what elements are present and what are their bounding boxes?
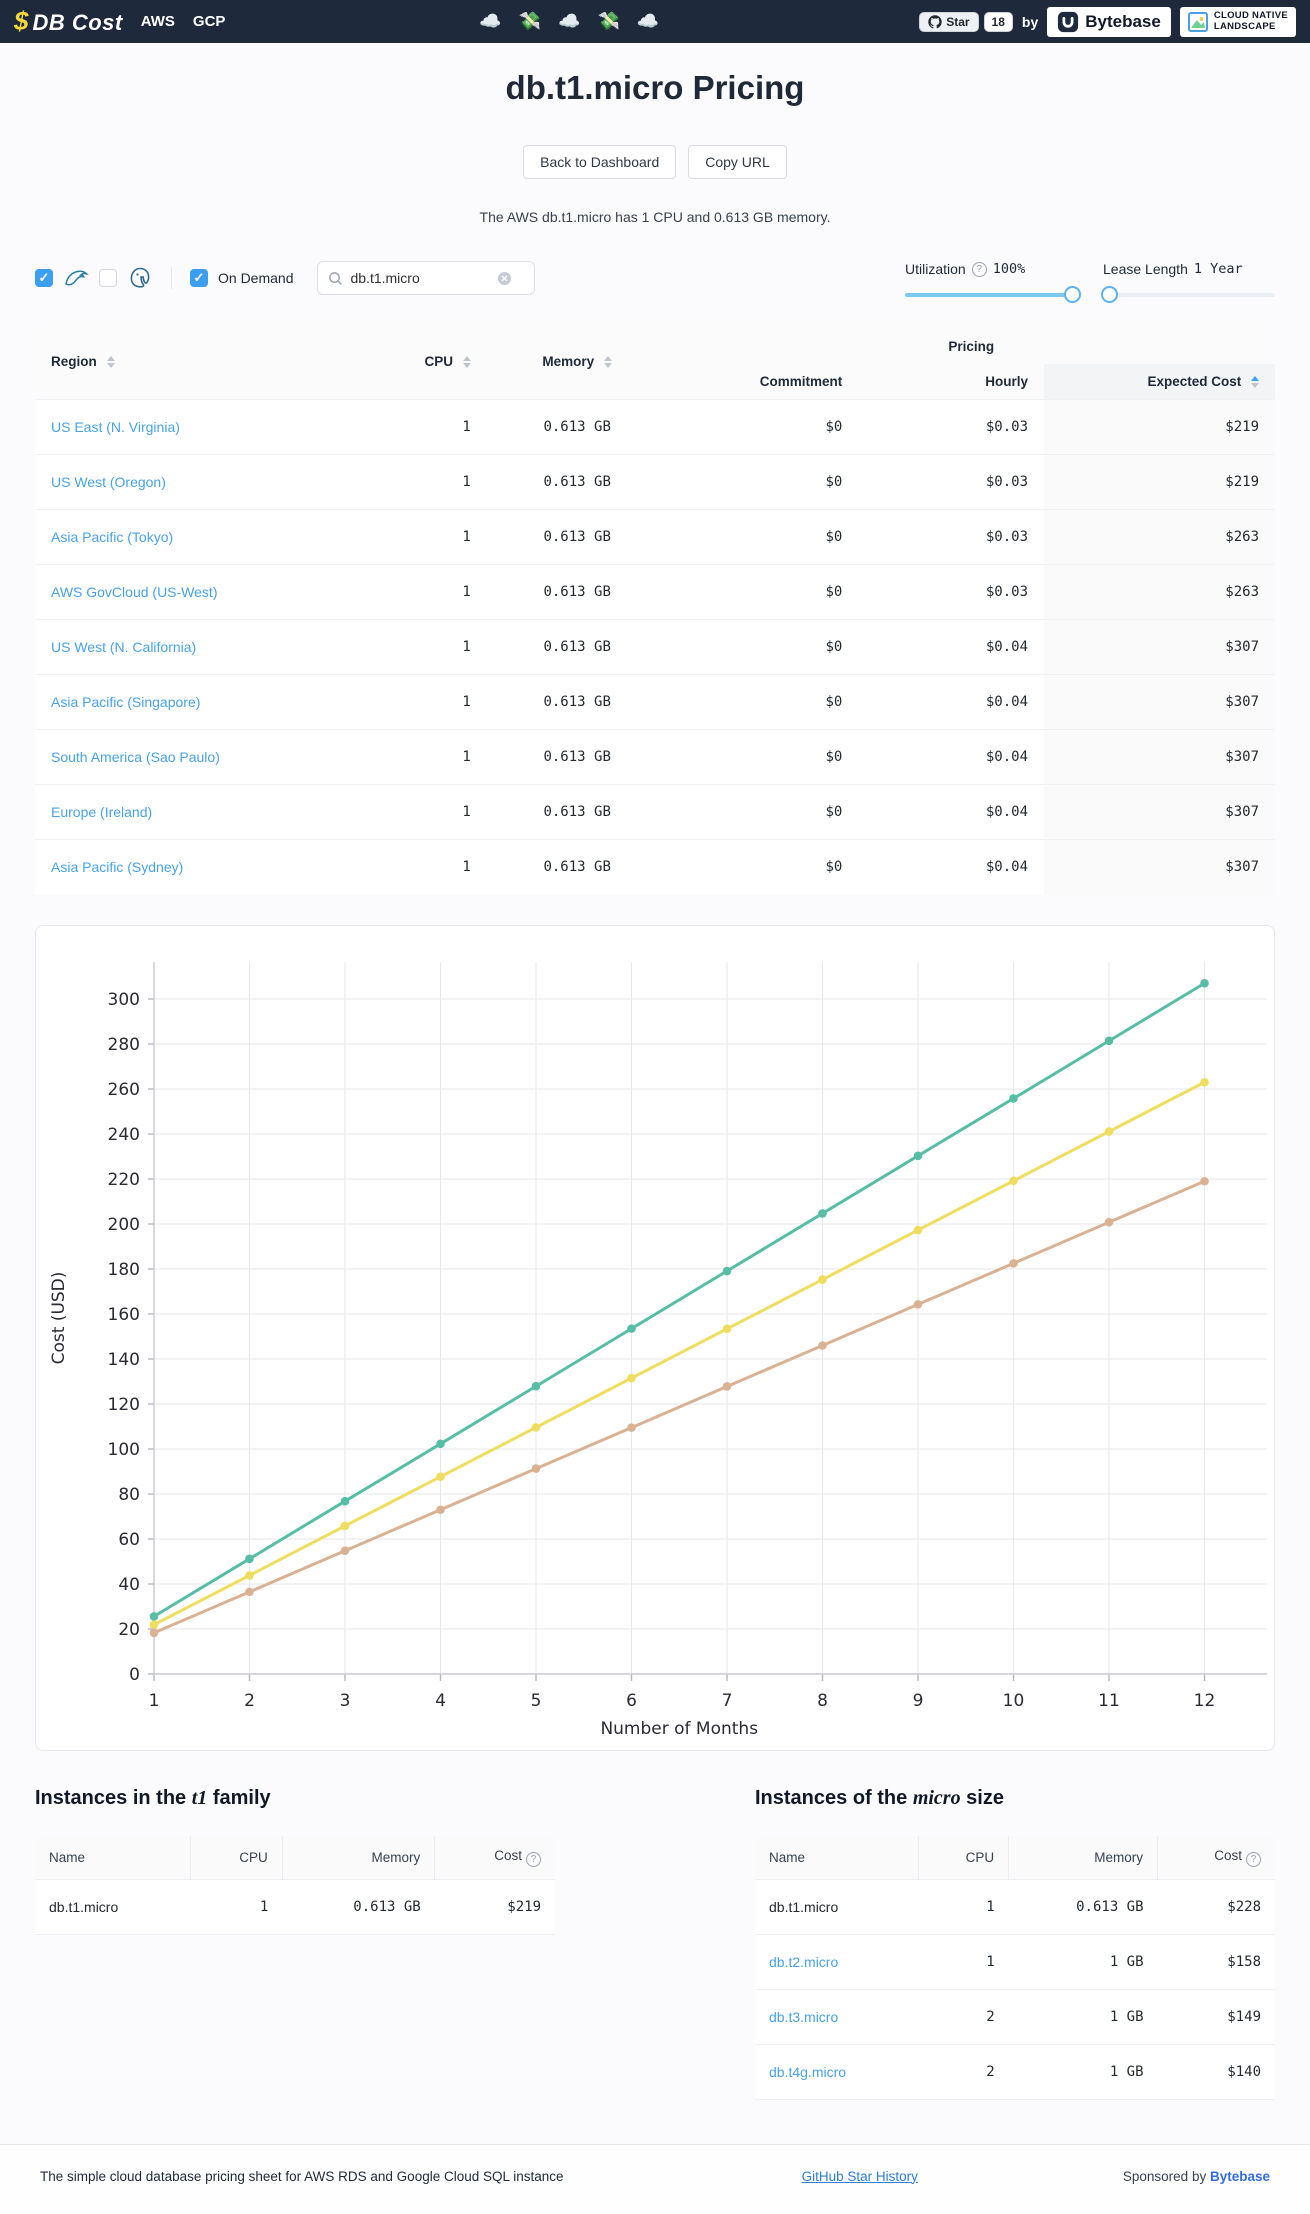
column-header-hourly: Hourly [985, 374, 1029, 389]
x-tick-label: 3 [339, 1690, 351, 1711]
region-link[interactable]: US West (N. California) [51, 639, 197, 655]
data-point [1105, 1127, 1114, 1136]
size-table-body [755, 1879, 1275, 2099]
table-row [35, 620, 1275, 675]
commitment-cell: $0 [668, 510, 859, 565]
sort-cpu-icon[interactable] [463, 356, 471, 368]
cost-help-icon[interactable]: ? [1246, 1852, 1261, 1867]
list-item [755, 1879, 1275, 1934]
y-tick-label: 220 [107, 1169, 140, 1190]
instance-name-cell: db.t1.micro [755, 1879, 919, 1934]
size-table-title: Instances of the micro size [755, 1786, 1004, 1809]
memory-cell: 0.613 GB [487, 620, 668, 675]
search-input[interactable] [350, 270, 490, 286]
bytebase-label: Bytebase [1085, 11, 1161, 31]
cpu-cell: 1 [376, 840, 486, 895]
region-link[interactable]: South America (Sao Paulo) [51, 749, 220, 765]
y-tick-label: 240 [107, 1124, 140, 1145]
y-axis-label: Cost (USD) [49, 1271, 69, 1364]
hourly-cell: $0.03 [858, 565, 1044, 620]
expected-cost-cell: $263 [1044, 565, 1275, 620]
y-tick-label: 260 [107, 1079, 140, 1100]
family-table-title: Instances in the t1 family [35, 1786, 271, 1809]
on-demand-checkbox[interactable]: ✓ [190, 269, 208, 287]
postgres-checkbox[interactable] [99, 269, 117, 287]
cpu-cell: 1 [376, 730, 486, 785]
instance-name-cell [755, 1989, 919, 2044]
list-item [755, 2044, 1275, 2099]
data-point [150, 1612, 159, 1621]
data-point [627, 1324, 636, 1333]
memory-cell: 1 GB [1009, 2044, 1158, 2099]
column-header-expected-cost[interactable]: Expected Cost [1044, 364, 1275, 400]
cpu-cell: 1 [919, 1934, 1009, 1989]
data-point [1105, 1217, 1114, 1226]
y-tick-label: 80 [118, 1484, 140, 1505]
y-tick-label: 180 [107, 1259, 140, 1280]
size-table-section [755, 1787, 1275, 2100]
hourly-cell: $0.04 [858, 675, 1044, 730]
expected-cost-cell: $307 [1044, 620, 1275, 675]
y-tick-label: 100 [107, 1439, 140, 1460]
data-point [532, 1464, 541, 1473]
region-cell [35, 510, 376, 565]
memory-cell: 1 GB [1009, 1934, 1158, 1989]
data-point [245, 1571, 254, 1580]
table-row [35, 455, 1275, 510]
data-point [627, 1373, 636, 1382]
mysql-checkbox[interactable]: ✓ [35, 269, 53, 287]
cost-cell: $219 [435, 1879, 555, 1934]
data-point [1200, 1077, 1209, 1086]
table-row [35, 840, 1275, 895]
memory-cell: 0.613 GB [282, 1879, 434, 1934]
landscape-icon [1188, 12, 1208, 32]
commitment-cell: $0 [668, 730, 859, 785]
utilization-slider[interactable] [905, 293, 1077, 297]
github-star-history-link[interactable]: GitHub Star History [801, 2168, 918, 2184]
region-cell [35, 455, 376, 510]
memory-cell: 0.613 GB [487, 565, 668, 620]
region-link[interactable]: US East (N. Virginia) [51, 419, 180, 435]
hourly-cell: $0.04 [858, 840, 1044, 895]
commitment-cell: $0 [668, 840, 859, 895]
table-row [35, 785, 1275, 840]
chart-line-expected-cost-$263-regions [154, 1082, 1205, 1624]
family-col-name: Name [49, 1849, 86, 1865]
star-label: Star [946, 14, 970, 29]
data-point [150, 1620, 159, 1629]
x-axis-label: Number of Months [600, 1718, 759, 1739]
pricing-table [35, 323, 1275, 895]
y-tick-label: 40 [118, 1574, 140, 1595]
data-point [1009, 1176, 1018, 1185]
data-point [723, 1266, 732, 1275]
region-link[interactable]: US West (Oregon) [51, 474, 166, 490]
data-point [1200, 978, 1209, 987]
data-point [150, 1628, 159, 1637]
cpu-cell: 1 [376, 565, 486, 620]
y-tick-label: 280 [107, 1034, 140, 1055]
cpu-cell: 1 [190, 1879, 282, 1934]
sort-memory-icon[interactable] [604, 356, 612, 368]
bytebase-logo-icon [1057, 11, 1079, 33]
column-header-commitment: Commitment [759, 374, 843, 389]
data-point [341, 1521, 350, 1530]
data-point [818, 1341, 827, 1350]
instance-link[interactable]: db.t2.micro [769, 1953, 839, 1970]
region-cell [35, 400, 376, 455]
cloud-native-landscape-badge[interactable] [1180, 7, 1296, 37]
commitment-cell: $0 [668, 785, 859, 840]
table-row [35, 675, 1275, 730]
y-tick-label: 0 [129, 1664, 140, 1685]
family-table-section [35, 1787, 555, 2100]
data-point [1105, 1036, 1114, 1045]
memory-cell: 0.613 GB [487, 730, 668, 785]
commitment-cell: $0 [668, 620, 859, 675]
data-point [436, 1439, 445, 1448]
hourly-cell: $0.04 [858, 730, 1044, 785]
data-point [532, 1381, 541, 1390]
x-tick-label: 12 [1193, 1690, 1216, 1711]
instance-subtitle: The AWS db.t1.micro has 1 CPU and 0.613 GB memory. [479, 209, 831, 225]
memory-cell: 0.613 GB [487, 840, 668, 895]
y-tick-label: 20 [118, 1619, 140, 1640]
cpu-cell: 1 [376, 510, 486, 565]
chart-line-expected-cost-$219-regions [154, 1181, 1205, 1633]
utilization-help-icon[interactable]: ? [972, 262, 987, 277]
hourly-cell: $0.03 [858, 400, 1044, 455]
data-point [245, 1587, 254, 1596]
x-tick-label: 4 [435, 1690, 446, 1711]
expected-cost-cell: $307 [1044, 840, 1275, 895]
sort-expected-cost-icon[interactable] [1251, 376, 1259, 388]
star-count[interactable]: 18 [984, 12, 1013, 32]
region-link[interactable]: AWS GovCloud (US-West) [51, 584, 218, 600]
data-point [436, 1505, 445, 1514]
github-star-widget[interactable] [919, 12, 1013, 32]
cpu-cell: 1 [376, 620, 486, 675]
commitment-cell: $0 [668, 400, 859, 455]
region-cell [35, 840, 376, 895]
memory-cell: 0.613 GB [487, 675, 668, 730]
memory-cell: 0.613 GB [487, 400, 668, 455]
y-tick-label: 120 [107, 1394, 140, 1415]
search-box [317, 261, 535, 295]
data-point [1200, 1176, 1209, 1185]
table-row [35, 510, 1275, 565]
family-table [35, 1836, 555, 1935]
expected-cost-cell: $307 [1044, 785, 1275, 840]
region-link[interactable]: Asia Pacific (Tokyo) [51, 529, 174, 545]
cost-cell: $140 [1158, 2044, 1275, 2099]
size-table [755, 1836, 1275, 2100]
expected-cost-cell: $263 [1044, 510, 1275, 565]
cost-cell: $228 [1158, 1879, 1275, 1934]
github-octocat-icon [928, 15, 942, 29]
instance-link[interactable]: db.t4g.micro [769, 2063, 847, 2080]
y-tick-label: 160 [107, 1304, 140, 1325]
x-tick-label: 7 [721, 1690, 733, 1711]
filter-bar [35, 261, 1275, 297]
data-point [341, 1546, 350, 1555]
logo-text: DB Cost [32, 10, 123, 35]
clear-search-icon[interactable] [497, 271, 512, 286]
size-col-memory: Memory [1009, 1836, 1158, 1880]
sort-region-icon[interactable] [107, 356, 115, 368]
region-cell [35, 730, 376, 785]
list-item [35, 1879, 555, 1934]
lease-length-slider-thumb[interactable] [1101, 286, 1118, 303]
data-point [245, 1554, 254, 1563]
y-tick-label: 300 [107, 989, 140, 1010]
utilization-value: 100% [992, 261, 1026, 277]
family-table-body [35, 1879, 555, 1934]
cpu-cell: 1 [376, 675, 486, 730]
table-row [35, 565, 1275, 620]
data-point [914, 1225, 923, 1234]
expected-cost-cell: $219 [1044, 400, 1275, 455]
memory-cell: 0.613 GB [487, 455, 668, 510]
memory-cell: 0.613 GB [487, 510, 668, 565]
table-row [35, 730, 1275, 785]
x-tick-label: 11 [1098, 1690, 1120, 1711]
cost-cell: $149 [1158, 1989, 1275, 2044]
x-tick-label: 10 [1002, 1690, 1025, 1711]
data-point [532, 1423, 541, 1432]
footer-text: The simple cloud database pricing sheet for AWS RDS and Google Cloud SQL instance [40, 2168, 564, 2184]
region-link[interactable]: Asia Pacific (Sydney) [51, 859, 184, 876]
x-tick-label: 9 [912, 1690, 924, 1711]
nav-item-gcp[interactable]: GCP [192, 13, 226, 30]
column-header-memory[interactable]: Memory [487, 323, 668, 400]
on-demand-label: On Demand [218, 270, 294, 286]
y-tick-label: 60 [118, 1529, 140, 1550]
size-col-cost: Cost ? [1158, 1836, 1275, 1880]
back-to-dashboard-button[interactable]: Back to Dashboard [523, 145, 676, 179]
region-cell [35, 620, 376, 675]
footer [0, 2144, 1310, 2214]
column-header-region[interactable]: Region [35, 323, 376, 400]
memory-cell: 1 GB [1009, 1989, 1158, 2044]
sponsored-by: Sponsored by Bytebase [1122, 2168, 1270, 2184]
region-cell [35, 565, 376, 620]
memory-cell: 0.613 GB [1009, 1879, 1158, 1934]
navbar [0, 0, 1310, 43]
list-item [755, 1934, 1275, 1989]
data-point [723, 1324, 732, 1333]
pricing-group-header: Pricing [948, 339, 995, 354]
x-tick-label: 8 [817, 1690, 828, 1711]
region-link[interactable]: Asia Pacific (Singapore) [51, 694, 201, 710]
data-point [341, 1496, 350, 1505]
y-tick-label: 200 [107, 1214, 140, 1235]
dbcost-logo[interactable] [14, 6, 123, 37]
x-tick-label: 6 [626, 1690, 637, 1711]
list-item [755, 1989, 1275, 2044]
hourly-cell: $0.04 [858, 785, 1044, 840]
hourly-cell: $0.04 [858, 620, 1044, 675]
lease-length-label: Lease Length [1103, 261, 1188, 277]
size-col-cpu: CPU [919, 1836, 1009, 1880]
data-point [627, 1423, 636, 1432]
data-point [1009, 1094, 1018, 1103]
postgres-elephant-icon [127, 265, 153, 291]
data-point [1009, 1259, 1018, 1268]
commitment-cell: $0 [668, 675, 859, 730]
family-col-cost: Cost ? [435, 1836, 555, 1880]
utilization-label: Utilization [905, 261, 966, 277]
region-cell [35, 675, 376, 730]
cpu-cell: 2 [919, 1989, 1009, 2044]
expected-cost-cell: $307 [1044, 730, 1275, 785]
search-icon [328, 271, 343, 286]
lease-length-value: 1 Year [1193, 261, 1243, 277]
cpu-cell: 1 [376, 400, 486, 455]
divider [171, 267, 172, 289]
pricing-table-body [35, 400, 1275, 895]
x-tick-label: 2 [244, 1690, 255, 1711]
copy-url-button[interactable]: Copy URL [688, 145, 787, 179]
commitment-cell: $0 [668, 455, 859, 510]
instance-name-cell: db.t1.micro [35, 1879, 190, 1934]
cpu-cell: 1 [376, 455, 486, 510]
region-cell [35, 785, 376, 840]
family-col-memory: Memory [282, 1836, 434, 1880]
mysql-dolphin-icon [63, 265, 89, 291]
cost-chart-card [35, 925, 1275, 1751]
bytebase-badge[interactable] [1047, 7, 1171, 37]
table-row [35, 400, 1275, 455]
cloud-money-emojis: ☁️ 💸 ☁️ 💸 ☁️ [479, 11, 666, 31]
page-title: db.t1.micro Pricing [505, 69, 805, 106]
instance-name-cell [755, 1934, 919, 1989]
landscape-label: CLOUD NATIVE LANDSCAPE [1213, 9, 1288, 32]
chart-line-expected-cost-$307-regions [154, 983, 1205, 1616]
utilization-slider-thumb[interactable] [1064, 286, 1081, 303]
memory-cell: 0.613 GB [487, 785, 668, 840]
hourly-cell: $0.03 [858, 455, 1044, 510]
instance-name-cell [755, 2044, 919, 2099]
data-point [723, 1382, 732, 1391]
region-link[interactable]: Europe (Ireland) [51, 804, 153, 820]
cost-help-icon[interactable]: ? [526, 1852, 541, 1867]
bytebase-footer-link[interactable]: Bytebase [1209, 2168, 1270, 2184]
y-tick-label: 140 [107, 1349, 140, 1370]
size-col-name: Name [769, 1849, 806, 1865]
lease-length-slider[interactable] [1103, 293, 1275, 297]
instance-link[interactable]: db.t3.micro [769, 2008, 839, 2025]
dollar-icon: $ [14, 6, 29, 36]
cost-line-chart [36, 934, 1269, 1746]
data-point [818, 1209, 827, 1218]
cpu-cell: 1 [919, 1879, 1009, 1934]
data-point [436, 1472, 445, 1481]
column-header-cpu[interactable]: CPU [376, 323, 486, 400]
commitment-cell: $0 [668, 565, 859, 620]
cpu-cell: 2 [919, 2044, 1009, 2099]
cost-cell: $158 [1158, 1934, 1275, 1989]
data-point [818, 1275, 827, 1284]
data-point [914, 1300, 923, 1309]
nav-item-aws[interactable]: AWS [140, 13, 175, 30]
by-label: by [1021, 13, 1039, 30]
x-tick-label: 5 [530, 1690, 542, 1711]
x-tick-label: 1 [148, 1690, 160, 1711]
data-point [914, 1151, 923, 1160]
family-col-cpu: CPU [190, 1836, 282, 1880]
expected-cost-cell: $219 [1044, 455, 1275, 510]
hourly-cell: $0.03 [858, 510, 1044, 565]
expected-cost-cell: $307 [1044, 675, 1275, 730]
cpu-cell: 1 [376, 785, 486, 840]
